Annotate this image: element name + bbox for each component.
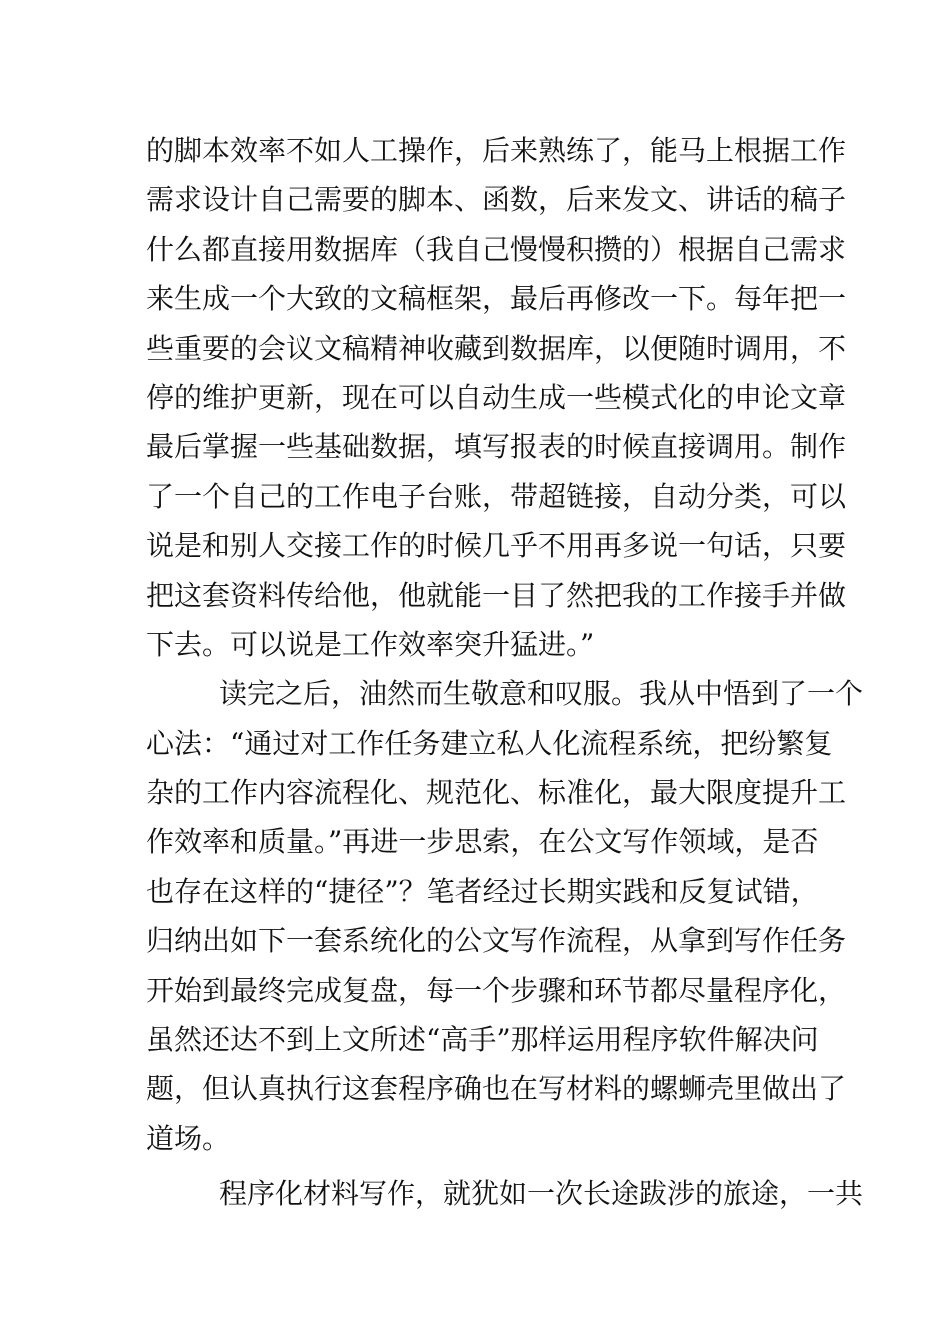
text-line: 虽然还达不到上文所述“高手”那样运用程序软件解决问 <box>146 1023 819 1057</box>
body-text <box>146 126 864 1219</box>
text-line: 停的维护更新，现在可以自动生成一些模式化的申论文章 <box>146 380 847 414</box>
text-line: 来生成一个大致的文稿框架，最后再修改一下。每年把一 <box>146 282 847 316</box>
text-line: 什么都直接用数据库（我自己慢慢积攒的）根据自己需求 <box>146 232 847 266</box>
text-line: 杂的工作内容流程化、规范化、标准化，最大限度提升工 <box>146 776 847 810</box>
text-line: 道场。 <box>146 1121 231 1155</box>
text-line: 需求设计自己需要的脚本、函数，后来发文、讲话的稿子 <box>146 183 847 217</box>
text-line: 把这套资料传给他，他就能一目了然把我的工作接手并做 <box>146 578 847 612</box>
text-line: 的脚本效率不如人工操作，后来熟练了，能马上根据工作 <box>146 134 847 167</box>
text-line: 下去。可以说是工作效率突升猛进。” <box>146 627 595 661</box>
text-line: 归纳出如下一套系统化的公文写作流程，从拿到写作任务 <box>146 924 847 958</box>
text-line: 开始到最终完成复盘，每一个步骤和环节都尽量程序化， <box>146 973 847 1007</box>
text-line: 作效率和质量。”再进一步思索，在公文写作领域，是否 <box>146 825 819 859</box>
text-line: 最后掌握一些基础数据，填写报表的时候直接调用。制作 <box>146 430 847 464</box>
paragraph <box>146 126 847 669</box>
text-line: 心法：“通过对工作任务建立私人化流程系统，把纷繁复 <box>146 726 833 760</box>
text-line: 程序化材料写作，就犹如一次长途跋涉的旅途，一共 <box>219 1177 864 1211</box>
text-line: 题，但认真执行这套程序确也在写材料的螺蛳壳里做出了 <box>146 1072 847 1106</box>
text-line: 些重要的会议文稿精神收藏到数据库，以便随时调用，不 <box>146 331 847 365</box>
paragraph <box>146 1169 864 1218</box>
text-line: 了一个自己的工作电子台账，带超链接，自动分类，可以 <box>146 479 847 513</box>
text-line: 读完之后，油然而生敬意和叹服。我从中悟到了一个 <box>219 677 864 711</box>
text-line: 也存在这样的“捷径”？笔者经过长期实践和反复试错， <box>146 874 819 908</box>
paragraph <box>146 669 864 1163</box>
text-line: 说是和别人交接工作的时候几乎不用再多说一句话，只要 <box>146 529 847 563</box>
